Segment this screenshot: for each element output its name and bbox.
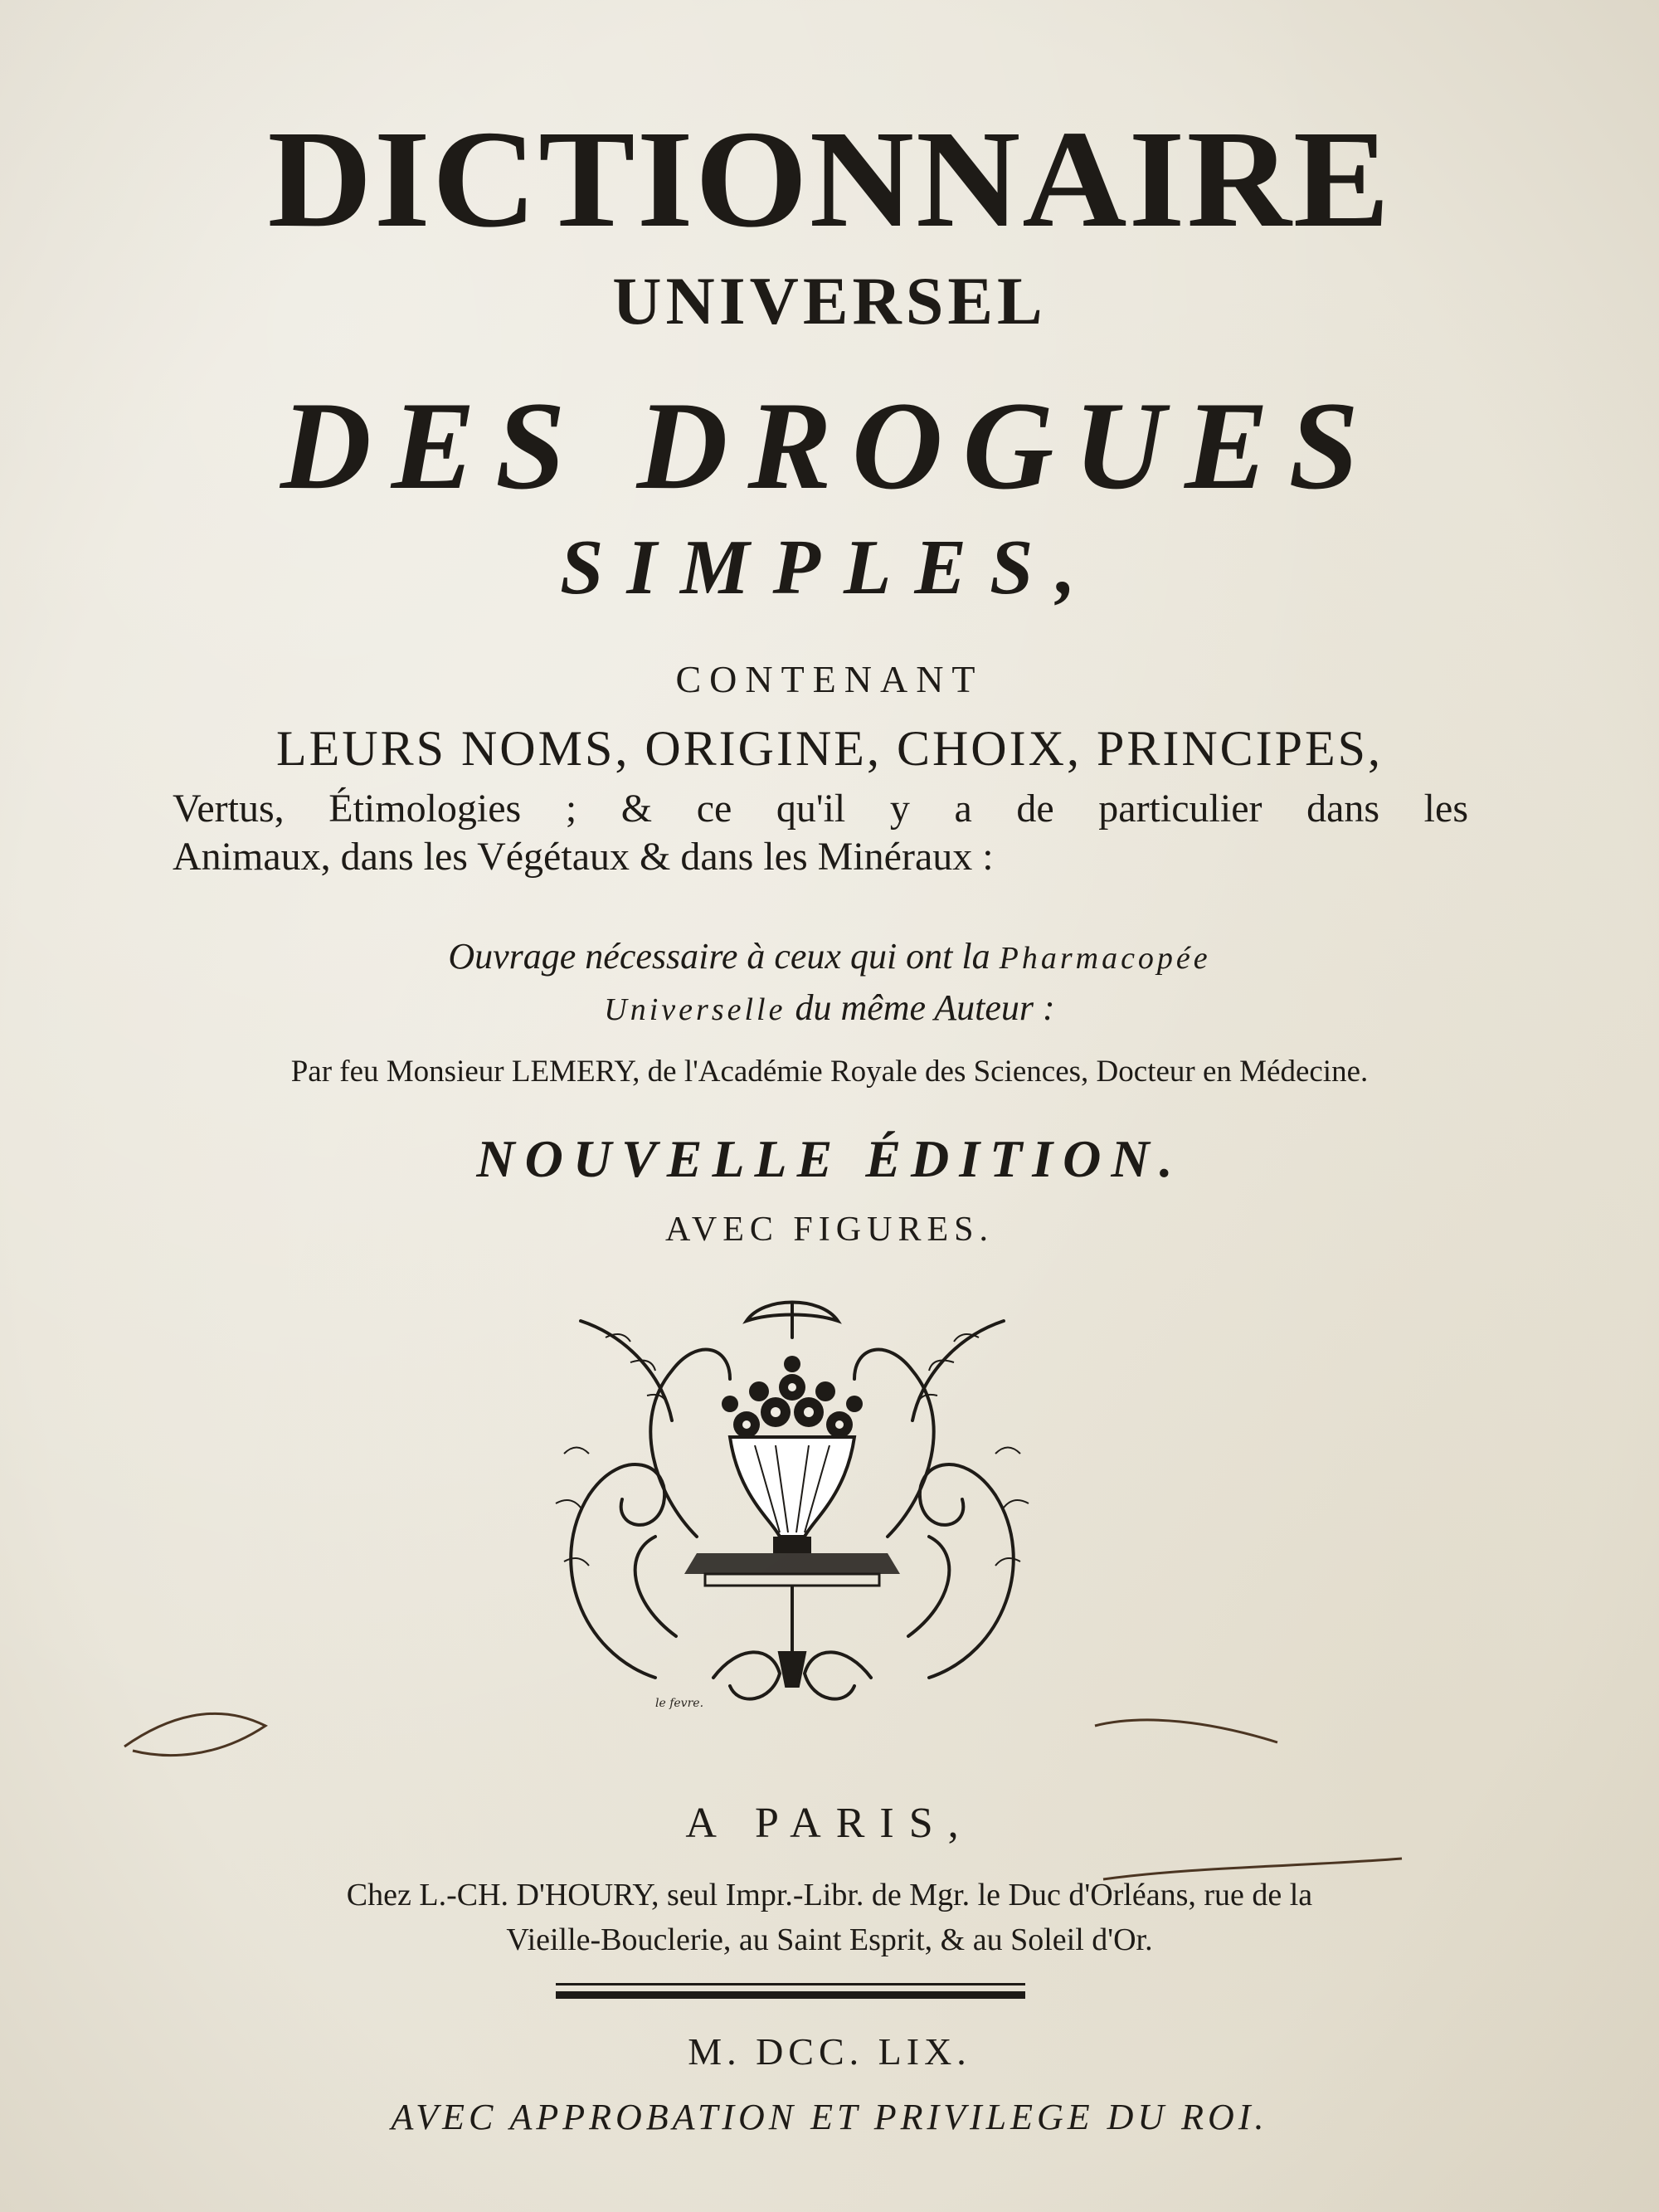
- double-rule-thick: [556, 1991, 1025, 1999]
- title-universel: UNIVERSEL: [612, 263, 1047, 339]
- title-simples: SIMPLES,: [560, 524, 1099, 611]
- handwritten-inscription: [116, 1668, 1294, 1776]
- description-line-1: Vertus, Étimologies ; & ce qu'il y a de particulier dans les: [173, 787, 1468, 831]
- privilege-line: AVEC APPROBATION ET PRIVILEGE DU ROI.: [391, 2097, 1268, 2137]
- publication-date: M. DCC. LIX.: [688, 2030, 971, 2073]
- note-line-2: [0, 982, 1659, 1035]
- title-dictionnaire: DICTIONNAIRE: [267, 102, 1392, 256]
- vase-of-flowers-ornament-icon: [531, 1288, 1053, 1719]
- note-text: Ouvrage nécessaire à ceux qui ont la: [448, 936, 990, 977]
- subtitle-leurs-noms: LEURS NOMS, ORIGINE, CHOIX, PRINCIPES,: [275, 721, 1384, 776]
- figures-line: AVEC FIGURES.: [665, 1211, 994, 1249]
- note-text: du même Auteur :: [795, 987, 1055, 1028]
- note-line-1: [0, 931, 1659, 984]
- note-universelle: Universelle: [604, 992, 786, 1027]
- imprint-line-2: Vieille-Bouclerie, au Saint Esprit, & au Soleil d'Or.: [506, 1922, 1153, 1957]
- description-line-2: Animaux, dans les Végétaux & dans les Minéraux :: [173, 835, 994, 879]
- engraver-signature: le fevre.: [655, 1697, 704, 1710]
- imprint-line-1: Chez L.-CH. D'HOURY, seul Impr.-Libr. de Mgr. le Duc d'Orléans, rue de la: [346, 1878, 1313, 1912]
- imprint-city: A PARIS,: [685, 1800, 974, 1847]
- subtitle-contenant: CONTENANT: [675, 658, 984, 700]
- edition-line: NOUVELLE ÉDITION.: [476, 1129, 1183, 1188]
- title-des-drogues: DES DROGUES: [280, 376, 1379, 515]
- double-rule-thin: [556, 1983, 1025, 1985]
- author-line: Par feu Monsieur LEMERY, de l'Académie Royale des Sciences, Docteur en Médecine.: [290, 1055, 1369, 1089]
- note-pharmacopee: Pharmacopée: [999, 941, 1211, 976]
